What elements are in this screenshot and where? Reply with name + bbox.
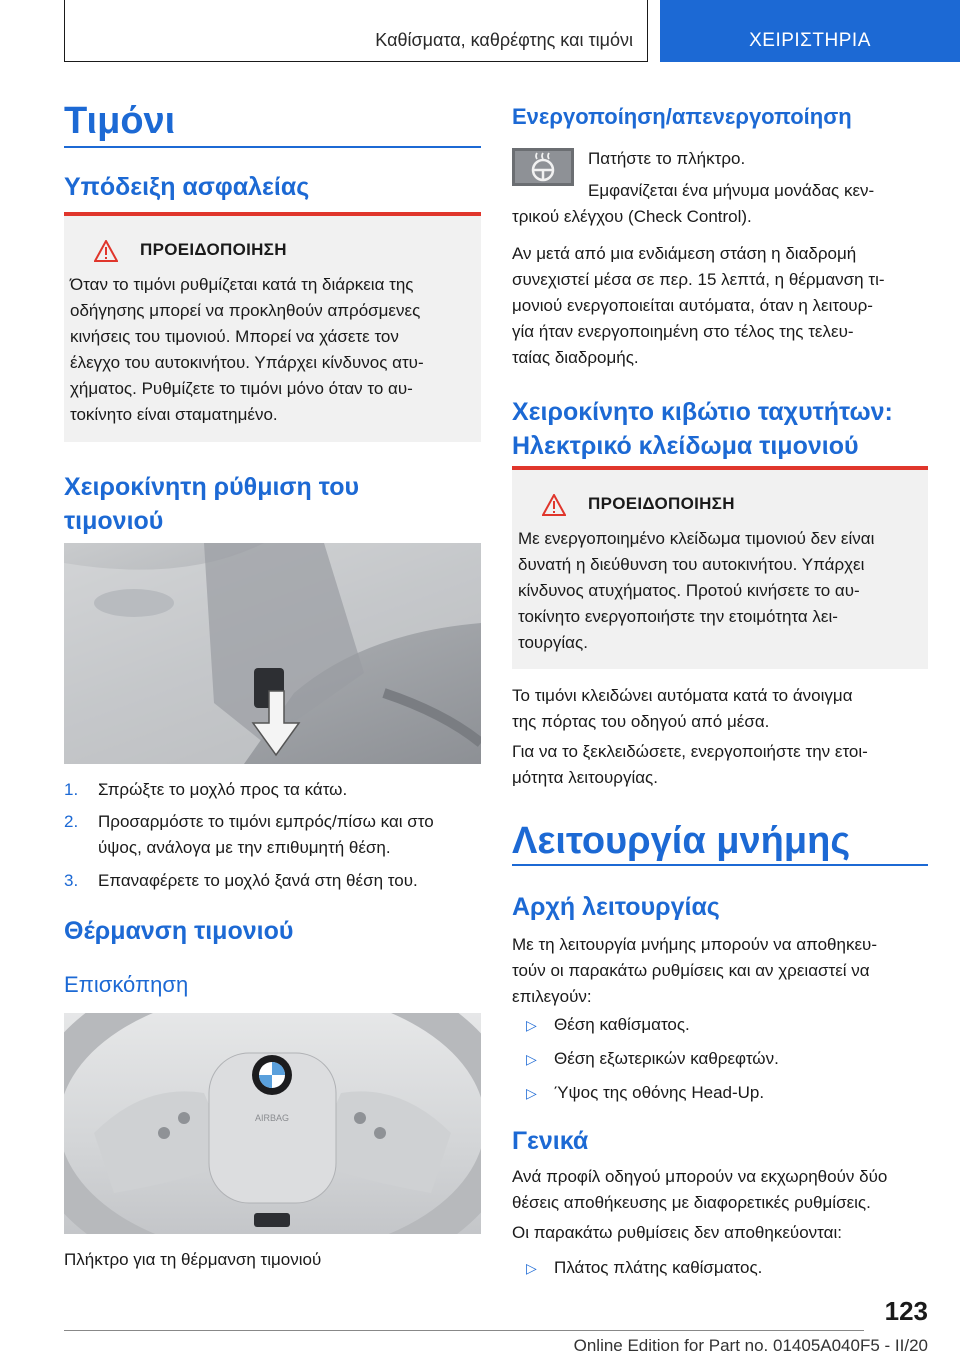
heading-line: Ηλεκτρικό κλείδωμα τιμονιού	[512, 432, 859, 460]
warning-line: τοκίνητο είναι σταματημένο.	[70, 405, 278, 424]
memory-title-rule	[512, 864, 928, 866]
memory-item: Θέση εξωτερικών καθρεφτών.	[554, 1049, 779, 1068]
page-number: 123	[884, 1296, 928, 1326]
message-text	[512, 178, 928, 230]
warning-triangle-icon	[94, 240, 118, 262]
title-rule	[64, 146, 481, 148]
message-line: Εμφανίζεται ένα μήνυμα μονάδας κεν-	[588, 181, 875, 200]
steering-column-image	[64, 543, 481, 764]
safety-heading: Υπόδειξη ασφαλείας	[64, 173, 310, 201]
warning-line: χήματος. Ρυθμίζετε το τιμόνι μόνο όταν το αυ-	[70, 379, 413, 398]
warning-text-1	[70, 272, 475, 428]
step-2-text	[98, 809, 434, 861]
step-number: 2.	[64, 812, 79, 831]
memory-item: Θέση καθίσματος.	[554, 1015, 690, 1034]
warning-line: δυνατή η διεύθυνση του αυτοκινήτου. Υπάρχει	[518, 555, 865, 574]
para-line: μονιού ενεργοποιείται αυτόματα, όταν η λειτουρ-	[512, 296, 873, 315]
bullet-triangle-icon: ▷	[526, 1051, 537, 1067]
airbag-label: AIRBAG	[254, 1113, 290, 1123]
warning-line: τοκίνητο ενεργοποιήστε την ετοιμότητα λει-	[518, 607, 838, 626]
para-line: Ανά προφίλ οδηγού μπορούν να εκχωρηθούν δύο	[512, 1167, 888, 1186]
overview-heading: Επισκόπηση	[64, 972, 189, 997]
auto-activation-text	[512, 241, 885, 371]
header-tab[interactable]	[660, 0, 960, 62]
heating-heading: Θέρμανση τιμονιού	[64, 917, 294, 945]
memory-function-title: Λειτουργία μνήμης	[512, 820, 851, 862]
footer-rule	[64, 1330, 864, 1331]
heading-line: Χειροκίνητη ρύθμιση του	[64, 473, 360, 501]
memory-description	[512, 932, 877, 1010]
header-section-title: Καθίσματα, καθρέφτης και τιμόνι	[375, 30, 633, 50]
warning-title-1: ΠΡΟΕΙΔΟΠΟΙΗΣΗ	[140, 240, 287, 259]
warning-text-2	[518, 526, 923, 656]
principle-heading: Αρχή λειτουργίας	[512, 893, 720, 921]
memory-item: Ύψος της οθόνης Head-Up.	[554, 1083, 765, 1102]
general-heading: Γενικά	[512, 1127, 589, 1155]
step-line: Σπρώξτε το μοχλό προς τα κάτω.	[98, 780, 348, 799]
step-line: Προσαρμόστε το τιμόνι εμπρός/πίσω και στο	[98, 812, 434, 831]
para-line: Με τη λειτουργία μνήμης μπορούν να αποθηκευ-	[512, 935, 878, 954]
unlock-text	[512, 739, 868, 791]
steering-wheel-image	[64, 1013, 481, 1234]
warning-title-2: ΠΡΟΕΙΔΟΠΟΙΗΣΗ	[588, 494, 735, 513]
para-line: Το τιμόνι κλειδώνει αυτόματα κατά το άνοιγμα	[512, 686, 853, 705]
steering-lever-illustration	[64, 543, 481, 764]
para-line: Για να το ξεκλειδώσετε, ενεργοποιήστε την ετοι-	[512, 742, 868, 761]
manual-gearbox-heading	[512, 395, 893, 463]
manual-adjust-heading	[64, 470, 359, 538]
press-button-text: Πατήστε το πλήκτρο.	[588, 149, 746, 168]
activation-heading: Ενεργοποίηση/απενεργοποίηση	[512, 104, 852, 129]
edition-footer: Online Edition for Part no. 01405A040F5 - II/20	[573, 1336, 928, 1355]
warning-line: έλεγχο του αυτοκινήτου. Υπάρχει κίνδυνος ατυ-	[70, 353, 424, 372]
bullet-triangle-icon: ▷	[526, 1017, 537, 1033]
not-stored-text: Οι παρακάτω ρυθμίσεις δεν αποθηκεύονται:	[512, 1223, 842, 1242]
step-3-text	[98, 868, 418, 894]
warning-line: κίνδυνος ατυχήματος. Προτού κινήσετε το αυ-	[518, 581, 860, 600]
image-caption: Πλήκτρο για τη θέρμανση τιμονιού	[64, 1250, 322, 1269]
heading-line: Χειροκίνητο κιβώτιο ταχυτήτων:	[512, 398, 893, 426]
para-line: συνεχιστεί μέσα σε περ. 15 λεπτά, η θέρμανση τι-	[512, 270, 885, 289]
para-line: θέσεις αποθήκευσης με διαφορετικές ρυθμίσεις.	[512, 1193, 871, 1212]
warning-line: Με ενεργοποιημένο κλείδωμα τιμονιού δεν είναι	[518, 529, 875, 548]
message-line: τρικού ελέγχου (Check Control).	[512, 207, 752, 226]
warning-line: τουργίας.	[518, 633, 588, 652]
warning-line: οδήγησης μπορεί να προκληθούν απρόσμενες	[70, 301, 421, 320]
warning-triangle-icon	[542, 494, 566, 516]
para-line: μότητα λειτουργίας.	[512, 768, 658, 787]
general-description	[512, 1164, 887, 1216]
warning-line: Όταν το τιμόνι ρυθμίζεται κατά τη διάρκεια της	[70, 275, 414, 294]
step-line: Επαναφέρετε το μοχλό ξανά στη θέση του.	[98, 871, 418, 890]
para-line: γία ήταν ενεργοποιημένη στο τέλος της τελευ-	[512, 322, 854, 341]
step-number: 3.	[64, 871, 79, 890]
auto-lock-text	[512, 683, 853, 735]
warning-box-1	[64, 212, 481, 442]
step-line: ύψος, ανάλογα με την επιθυμητή θέση.	[98, 838, 391, 857]
para-line: ταίας διαδρομής.	[512, 348, 639, 367]
warning-box-2	[512, 466, 928, 669]
para-line: Αν μετά από μια ενδιάμεση στάση η διαδρομή	[512, 244, 857, 263]
heading-line: τιμονιού	[64, 507, 164, 535]
bullet-triangle-icon: ▷	[526, 1260, 537, 1276]
steering-wheel-illustration	[64, 1013, 481, 1234]
page-title: Τιμόνι	[64, 100, 176, 142]
warning-line: κινήσεις του τιμονιού. Μπορεί να χάσετε τον	[70, 327, 399, 346]
step-1-text	[98, 777, 347, 803]
header-section-box	[64, 0, 648, 62]
para-line: τούν οι παρακάτω ρυθμίσεις και αν χρειαστεί να	[512, 961, 870, 980]
not-stored-item: Πλάτος πλάτης καθίσματος.	[554, 1258, 763, 1277]
bullet-triangle-icon: ▷	[526, 1085, 537, 1101]
para-line: της πόρτας του οδηγού από μέσα.	[512, 712, 770, 731]
para-line: επιλεγούν:	[512, 987, 592, 1006]
step-number: 1.	[64, 780, 79, 799]
header-tab-label: ΧΕΙΡΙΣΤΗΡΙΑ	[749, 30, 871, 51]
